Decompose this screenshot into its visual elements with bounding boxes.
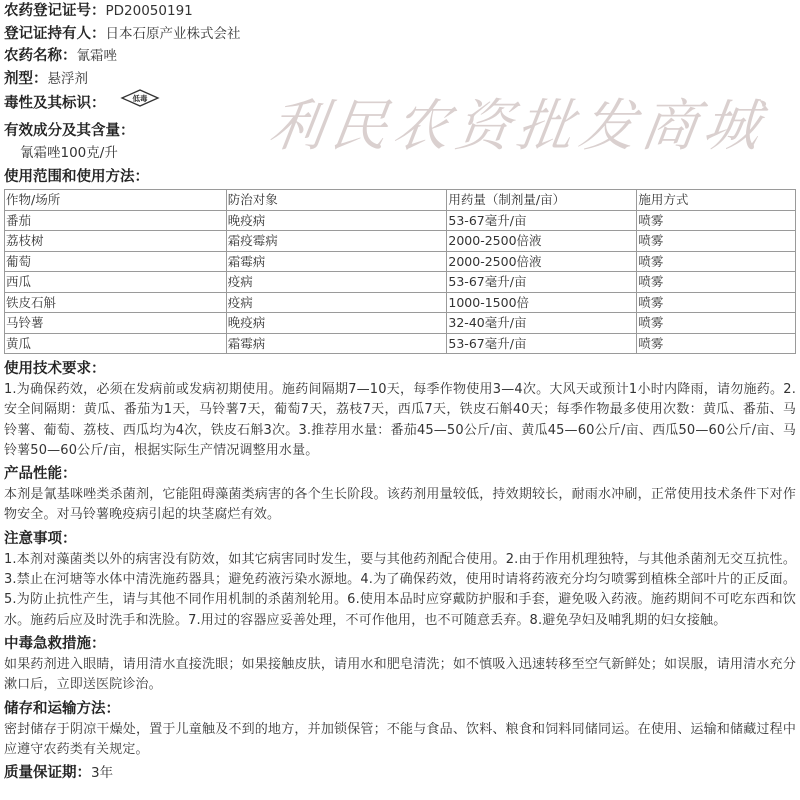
formulation-value: 悬浮剂: [47, 70, 88, 87]
registration-number-row: [4, 0, 796, 23]
cell-method: 喷雾: [637, 210, 796, 231]
precautions-title: 注意事项：: [4, 530, 77, 547]
cell-method: 喷雾: [637, 251, 796, 272]
usage-table: [4, 189, 796, 354]
cell-target: 疫病: [226, 292, 447, 313]
cell-target: 晚疫病: [226, 210, 447, 231]
usage-title: 使用范围和使用方法：: [4, 169, 149, 185]
cell-crop: 铁皮石斛: [5, 292, 227, 313]
formulation-row: [4, 68, 796, 91]
pesticide-name-row: [4, 45, 796, 68]
cell-dosage: 2000-2500倍液: [447, 251, 637, 272]
cell-crop: 马铃薯: [5, 313, 227, 334]
pesticide-label-document: [4, 0, 796, 785]
cell-crop: 葡萄: [5, 251, 227, 272]
formulation-label: 剂型：: [4, 70, 48, 87]
cell-method: 喷雾: [637, 313, 796, 334]
column-header-dosage: 用药量（制剂量/亩）: [447, 190, 637, 211]
registration-number-label: 农药登记证号：: [4, 3, 106, 19]
toxicity-row: [4, 90, 796, 116]
low-toxicity-diamond-icon: [120, 89, 160, 116]
table-header-row: [5, 190, 796, 211]
performance-title: 产品性能：: [4, 466, 77, 483]
shelf-life-label: 质量保证期：: [4, 765, 91, 782]
technical-requirements-text: 1.为确保药效，必须在发病前或发病初期使用。施药间隔期7—10天，每季作物使用3—4次。大风天或预计1小时内降雨，请勿施药。2.安全间隔期：黄瓜、番茄为1天，马铃薯7天，葡萄7天，荔枝7天，西瓜7天，铁皮石斛40天；每季作物最多使用次数：黄瓜、番茄、马铃薯、葡萄、荔枝、西瓜均为4次，铁皮石斛3次。3.推荐用水量：番茄45—50公斤/亩、黄瓜45—60公斤/亩、西瓜50—60公斤/亩、马铃薯50—60公斤/亩，根据实际生产情况调整用水量。: [4, 382, 796, 458]
first-aid-text: 如果药剂进入眼睛，请用清水直接洗眼；如果接触皮肤，请用水和肥皂清洗；如不慎吸入迅速转移至空气新鲜处；如误服，请用清水充分漱口后，立即送医院诊治。: [4, 656, 796, 693]
cell-method: 喷雾: [637, 231, 796, 252]
table-row: [5, 272, 796, 293]
performance-text: 本剂是氰基咪唑类杀菌剂，它能阻碍藻菌类病害的各个生长阶段。该药剂用量较低，持效期较长，耐雨水冲刷，正常使用技术条件下对作物安全。对马铃薯晚疫病引起的块茎腐烂有效。: [4, 487, 796, 523]
cell-target: 霜霉病: [226, 251, 447, 272]
cell-crop: 荔枝树: [5, 231, 227, 252]
cell-method: 喷雾: [637, 292, 796, 313]
table-row: [5, 210, 796, 231]
column-header-method: 施用方式: [637, 190, 796, 211]
cell-target: 疫病: [226, 272, 447, 293]
table-row: [5, 251, 796, 272]
registration-number-value: PD20050191: [105, 3, 193, 19]
cell-dosage: 53-67毫升/亩: [447, 210, 637, 231]
registration-holder-value: 日本石原产业株式会社: [105, 25, 241, 42]
table-row: [5, 231, 796, 252]
cell-target: 霜霉病: [226, 333, 447, 354]
cell-dosage: 1000-1500倍: [447, 292, 637, 313]
cell-dosage: 53-67毫升/亩: [447, 333, 637, 354]
cell-dosage: 53-67毫升/亩: [447, 272, 637, 293]
table-row: [5, 313, 796, 334]
registration-holder-row: [4, 23, 796, 46]
column-header-target: 防治对象: [226, 190, 447, 211]
cell-dosage: 32-40毫升/亩: [447, 313, 637, 334]
technical-requirements-title: 使用技术要求：: [4, 361, 106, 377]
cell-crop: 番茄: [5, 210, 227, 231]
pesticide-name-label: 农药名称：: [4, 48, 77, 64]
cell-crop: 黄瓜: [5, 333, 227, 354]
first-aid-title: 中毒急救措施：: [4, 635, 106, 652]
table-row: [5, 292, 796, 313]
watermark: 利民农资批发商城: [264, 94, 770, 159]
storage-text: 密封储存于阴凉干燥处，置于儿童触及不到的地方，并加锁保管；不能与食品、饮料、粮食和饲料同储同运。在使用、运输和储藏过程中应遵守农药类有关规定。: [4, 721, 796, 757]
cell-target: 霜疫霉病: [226, 231, 447, 252]
cell-method: 喷雾: [637, 333, 796, 354]
column-header-crop: 作物/场所: [5, 190, 227, 211]
table-row: [5, 333, 796, 354]
svg-text:低毒: 低毒: [132, 94, 148, 104]
active-ingredient-value: 氰霜唑100克/升: [20, 145, 118, 161]
storage-title: 储存和运输方法：: [4, 700, 120, 717]
pesticide-name-value: 氰霜唑: [76, 48, 117, 64]
cell-target: 晚疫病: [226, 313, 447, 334]
cell-method: 喷雾: [637, 272, 796, 293]
toxicity-label: 毒性及其标识：: [4, 95, 106, 112]
cell-dosage: 2000-2500倍液: [447, 231, 637, 252]
shelf-life-row: [4, 762, 796, 785]
active-ingredient-title: 有效成分及其含量：: [4, 123, 135, 139]
shelf-life-value: 3年: [91, 765, 114, 782]
cell-crop: 西瓜: [5, 272, 227, 293]
registration-holder-label: 登记证持有人：: [4, 25, 106, 42]
precautions-text: 1.本剂对藻菌类以外的病害没有防效，如其它病害同时发生，要与其他药剂配合使用。2.由于作用机理独特，与其他杀菌剂无交互抗性。3.禁止在河塘等水体中清洗施药器具；避免药液污染水源地。4.为了确保药效，使用时请将药液充分均匀喷雾到植株全部叶片的正反面。5.为防止抗性产生，请与其他不同作用机制的杀菌剂轮用。6.使用本品时应穿戴防护服和手套，避免吸入药液。施药期间不可吃东西和饮水。施药后应及时洗手和洗脸。7.用过的容器应妥善处理，不可作他用，也不可随意丢弃。8.避免孕妇及哺乳期的妇女接触。: [4, 551, 796, 628]
